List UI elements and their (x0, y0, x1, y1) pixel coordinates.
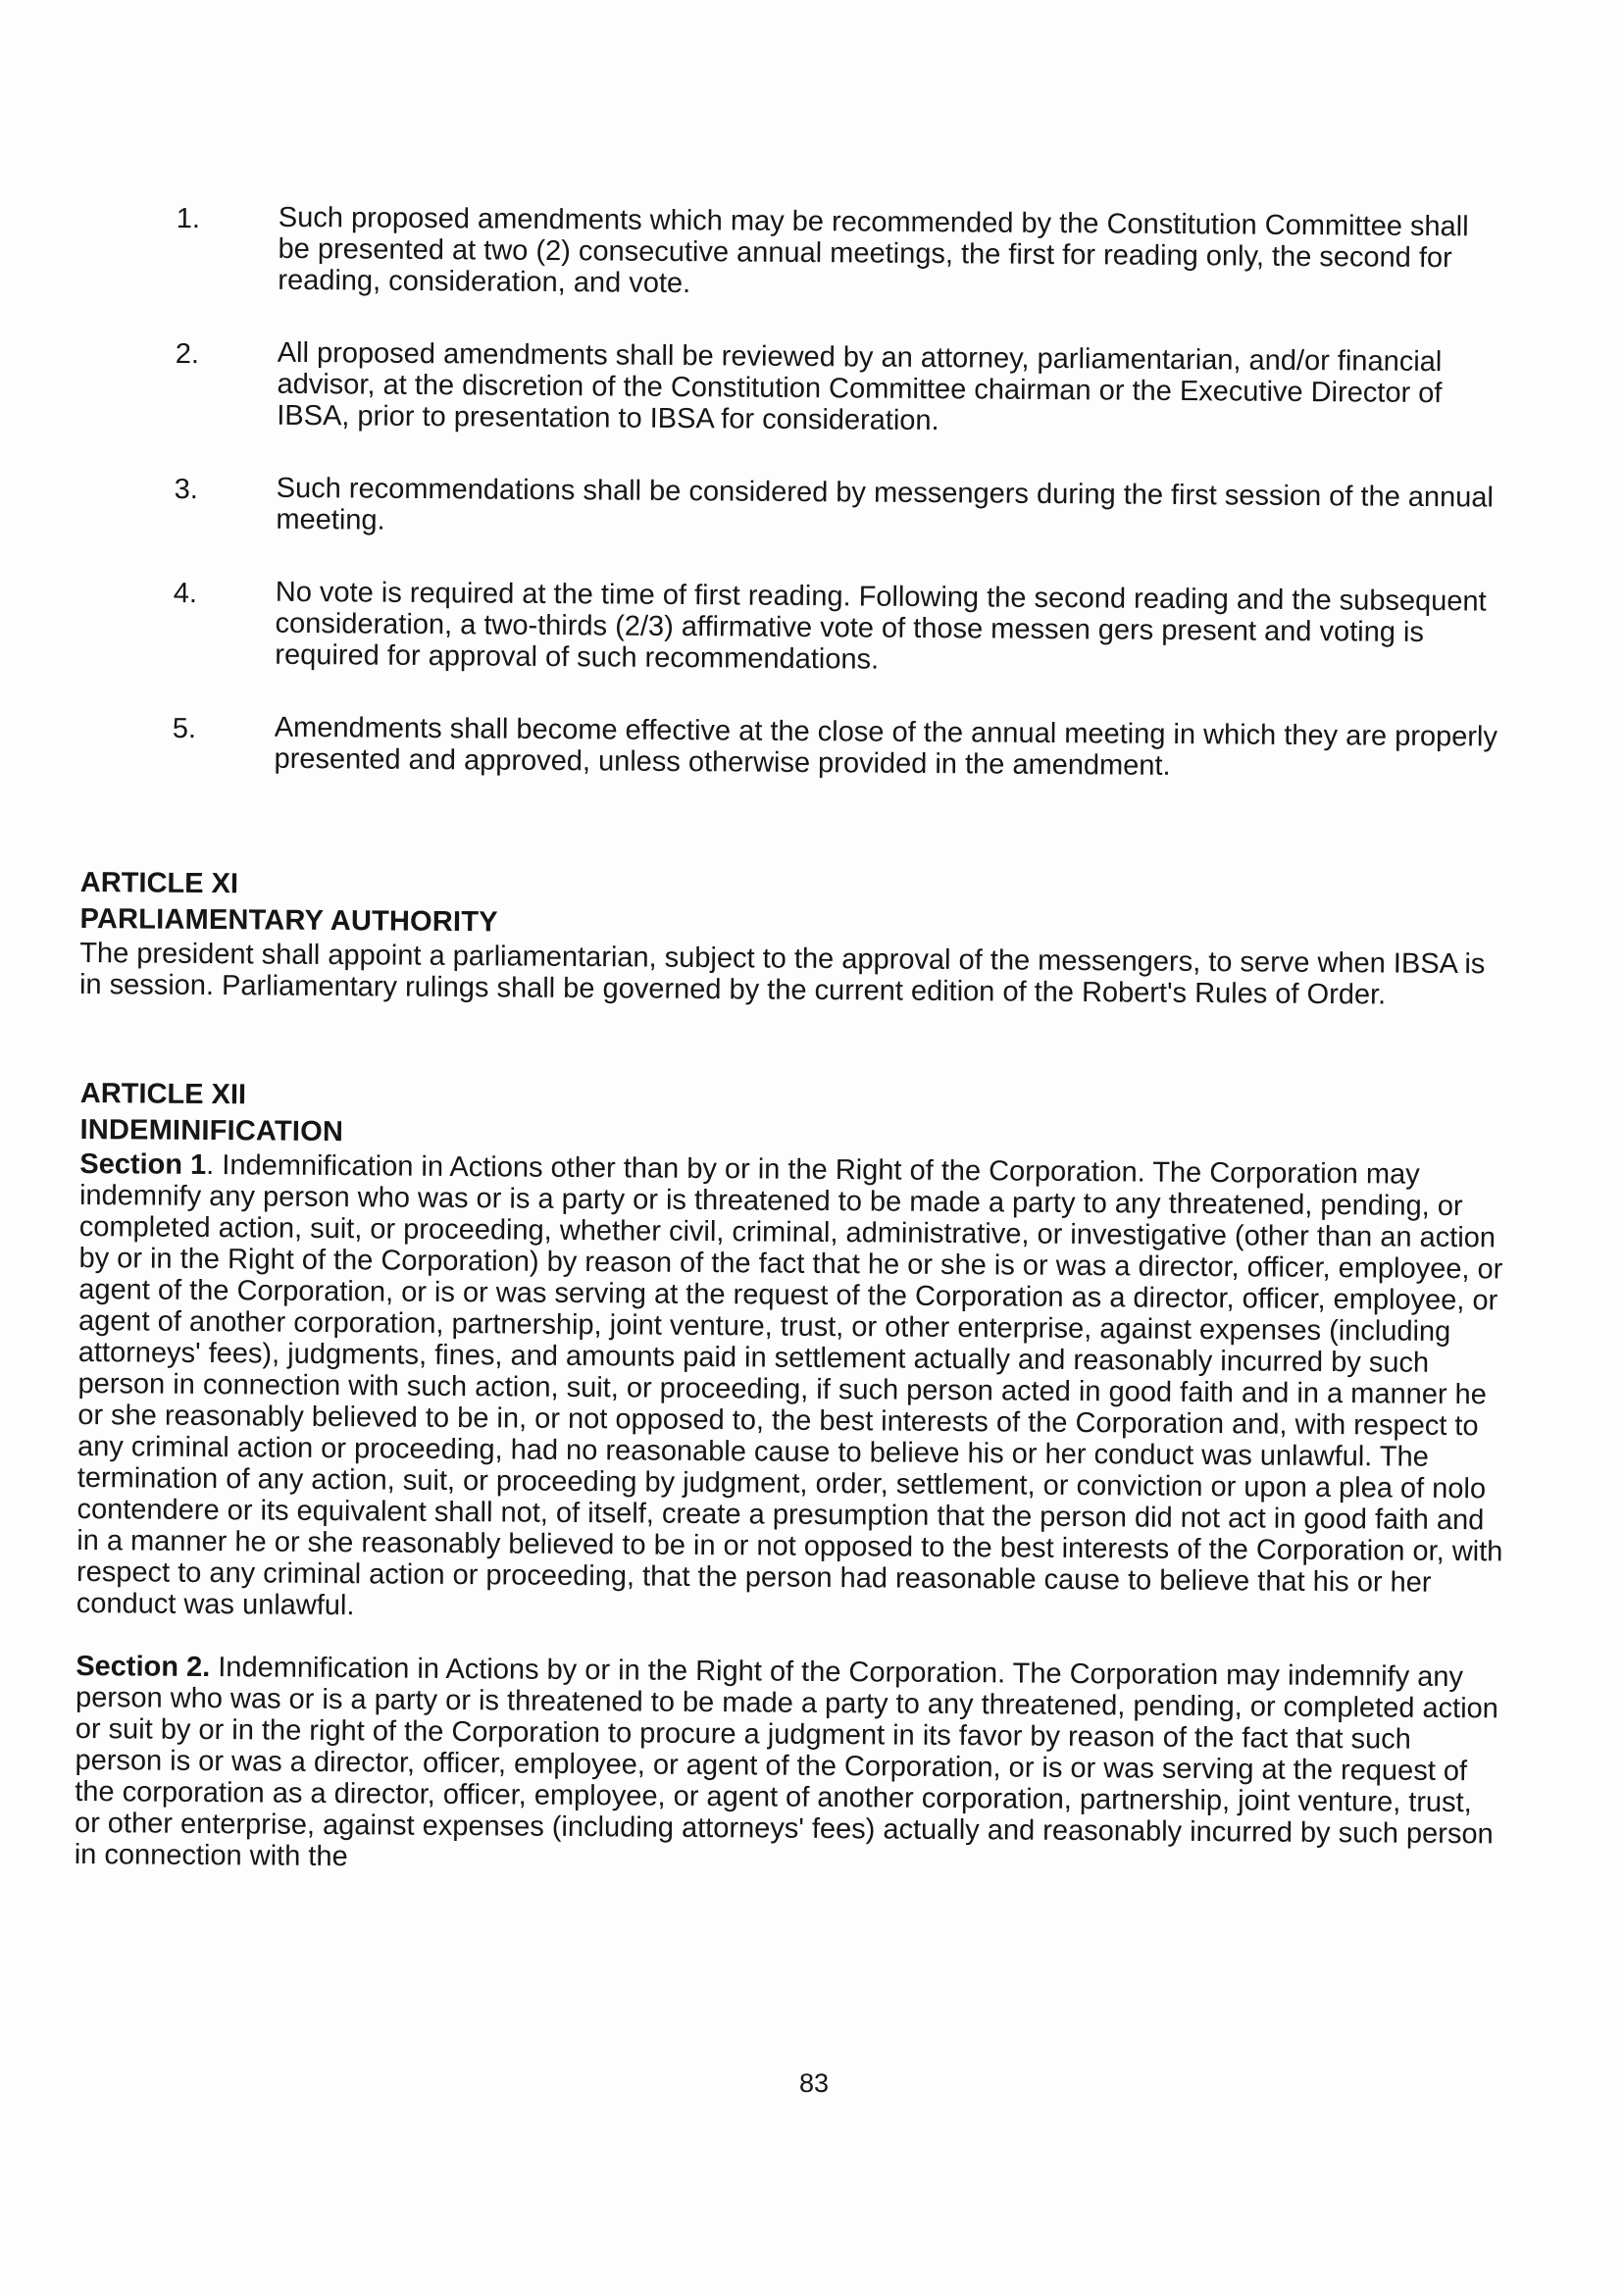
article-xi-heading: ARTICLE XI (79, 866, 239, 900)
page-number: 83 (798, 2068, 830, 2098)
list-item-number: 1. (176, 202, 201, 235)
list-item-number: 2. (175, 337, 200, 371)
section-2-label: Section 2. (76, 1650, 211, 1684)
list-item-text: No vote is required at the time of first reading. Following the second reading and the subsequent consideration, a two-thirds (2/3) affirmative vote of those messen gers present and voting is required for approval of such recommendations. (275, 576, 1487, 676)
section-2-text: Indemnification in Actions by or in the Right of the Corporation. The Corporation may indemnify any person who was or is a party or is threatened to be made a party to any threatened, pending, or completed action or suit by or in the right of the Corporation to procure a judgment in its favor by reason of the fact that such person is or was a director, officer, employee, or agent of the Corporation, or is or was serving at the request of the corporation as a director, officer, employee, or agent of another corporation, partnership, joint venture, trust, or other enterprise, against expenses (including attorneys' fees) actually and reasonably incurred by such person in connection with the (74, 1652, 1498, 1873)
article-xi-title: PARLIAMENTARY AUTHORITY (79, 902, 498, 939)
amendment-procedure-list (172, 201, 1510, 826)
list-item-text: All proposed amendments shall be reviewed by an attorney, parliamentarian, and/or financial advisor, at the discretion of the Constitution Committee chairman or the Executive Director of IBSA, prior to presentation to IBSA for consideration. (277, 336, 1443, 437)
list-item (173, 576, 1507, 681)
list-item-text: Such recommendations shall be considered by messengers during the first session of the annual meeting. (276, 472, 1495, 536)
section-1-label: Section 1 (79, 1147, 207, 1182)
list-item-text: Amendments shall become effective at the close of the annual meeting in which they are properly presented and approved, unless otherwise provided in the amendment. (274, 711, 1498, 782)
list-item (172, 711, 1505, 785)
article-xii-heading: ARTICLE XII (79, 1077, 247, 1111)
article-xi-body: The president shall appoint a parliamentarian, subject to the approval of the messengers, to serve when IBSA is in session. Parliamentary rulings shall be governed by the current edition of the Robert's Rules of Order. (78, 937, 1486, 1011)
list-item (175, 336, 1509, 441)
article-xi (79, 865, 1508, 1011)
article-xii (75, 1076, 1508, 1881)
list-item (176, 201, 1510, 306)
section-1-text: . Indemnification in Actions other than by or in the Right of the Corporation. The Corporation may indemnify any person who was or is a party or is threatened to be made a party to any threatened, pending, or completed action, suit, or proceeding, whether civil, criminal, administrative, or investigative (other than an action by or in the Right of the Corporation) by reason of the fact that he or she is or was a director, officer, employee, or agent of the Corporation, or is or was serving at the request of the Corporation as a director, officer, employee, or agent of another corporation, partnership, joint venture, trust, or other enterprise, against expenses (including attorneys' fees), judgments, fines, and amounts paid in settlement actually and reasonably incurred by such person in connection with such action, suit, or proceeding, if such person acted in good faith and in a manner he or she reasonably believed to be in, or not opposed to, the best interests of the Corporation and, with respect to any criminal action or proceeding, had no reasonable cause to believe his or her conduct was unlawful. The termination of any action, suit, or proceeding by judgment, order, settlement, or conviction or upon a plea of nolo contendere or its equivalent shall not, of itself, create a presumption that the person did not act in good faith and in a manner he or she reasonably believed to be in or not opposed to the best interests of the Corporation or, with respect to any criminal action or proceeding, that the person had reasonable cause to believe that his or her conduct was unlawful. (76, 1149, 1503, 1622)
list-item-number: 5. (172, 712, 197, 745)
list-item (174, 472, 1507, 545)
section-1-paragraph (76, 1148, 1508, 1630)
list-item-number: 4. (173, 577, 198, 610)
list-item-text: Such proposed amendments which may be recommended by the Constitution Committee shall be presented at two (2) consecutive annual meetings, the first for reading only, the second for reading, consideration, and vote. (278, 201, 1469, 300)
list-item-number: 3. (174, 473, 199, 506)
article-xii-title: INDEMINIFICATION (79, 1113, 344, 1148)
section-2-paragraph (75, 1651, 1504, 1881)
